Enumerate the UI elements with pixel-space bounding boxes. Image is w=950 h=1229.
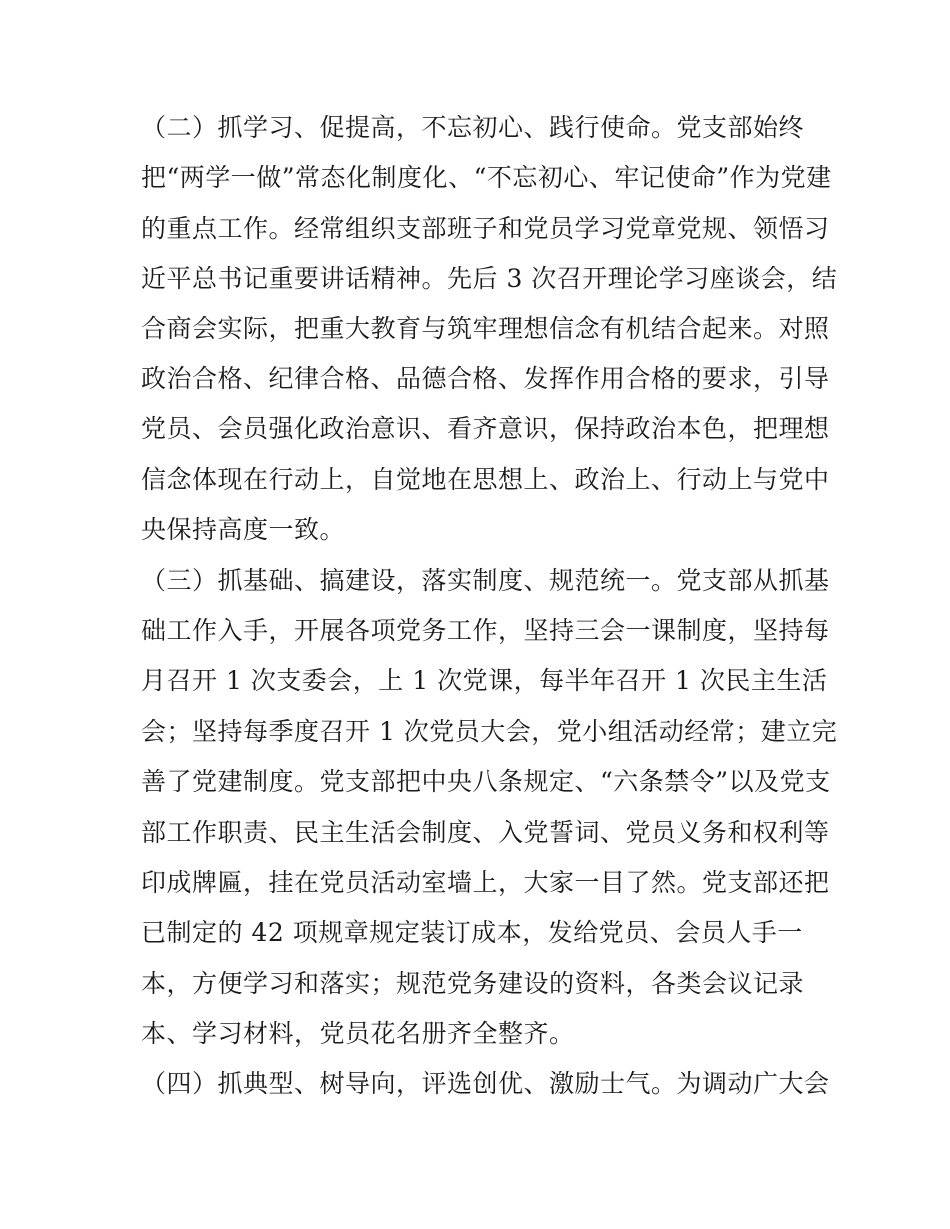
text-line: 把“两学一做”常态化制度化、“不忘初心、牢记使命”作为党建	[141, 163, 832, 192]
text-line: 近平总书记重要讲话精神。先后 3 次召开理论学习座谈会，结	[141, 264, 838, 293]
text-line: 信念体现在行动上，自觉地在思想上、政治上、行动上与党中	[141, 465, 830, 494]
text-line: 部工作职责、民主生活会制度、入党誓词、党员义务和权利等	[141, 818, 830, 847]
text-line: （二）抓学习、促提高，不忘初心、践行使命。党支部始终	[141, 113, 805, 142]
text-line: 党员、会员强化政治意识、看齐意识，保持政治本色，把理想	[141, 414, 830, 443]
text-line: 会；坚持每季度召开 1 次党员大会，党小组活动经常；建立完	[141, 717, 838, 746]
text-line: （三）抓基础、搞建设，落实制度、规范统一。党支部从抓基	[141, 566, 830, 595]
text-line: 合商会实际，把重大教育与筑牢理想信念有机结合起来。对照	[141, 314, 830, 343]
text-line: 础工作入手，开展各项党务工作，坚持三会一课制度，坚持每	[141, 616, 830, 645]
text-line: 月召开 1 次支委会，上 1 次党课，每半年召开 1 次民主生活	[141, 666, 828, 695]
text-line: 已制定的 42 项规章规定装订成本，发给党员、会员人手一	[141, 918, 803, 947]
text-line: 的重点工作。经常组织支部班子和党员学习党章党规、领悟习	[141, 214, 830, 243]
text-line: 央保持高度一致。	[141, 515, 346, 544]
text-line: 政治合格、纪律合格、品德合格、发挥作用合格的要求，引导	[141, 364, 830, 393]
text-line: 善了党建制度。党支部把中央八条规定、“六条禁令”以及党支	[141, 767, 831, 796]
text-line: 本，方便学习和落实；规范党务建设的资料，各类会议记录	[141, 969, 805, 998]
text-line: （四）抓典型、树导向，评选创优、激励士气。为调动广大会	[141, 1069, 830, 1098]
text-line: 印成牌匾，挂在党员活动室墙上，大家一目了然。党支部还把	[141, 868, 830, 897]
text-line: 本、学习材料，党员花名册齐全整齐。	[141, 1019, 575, 1048]
